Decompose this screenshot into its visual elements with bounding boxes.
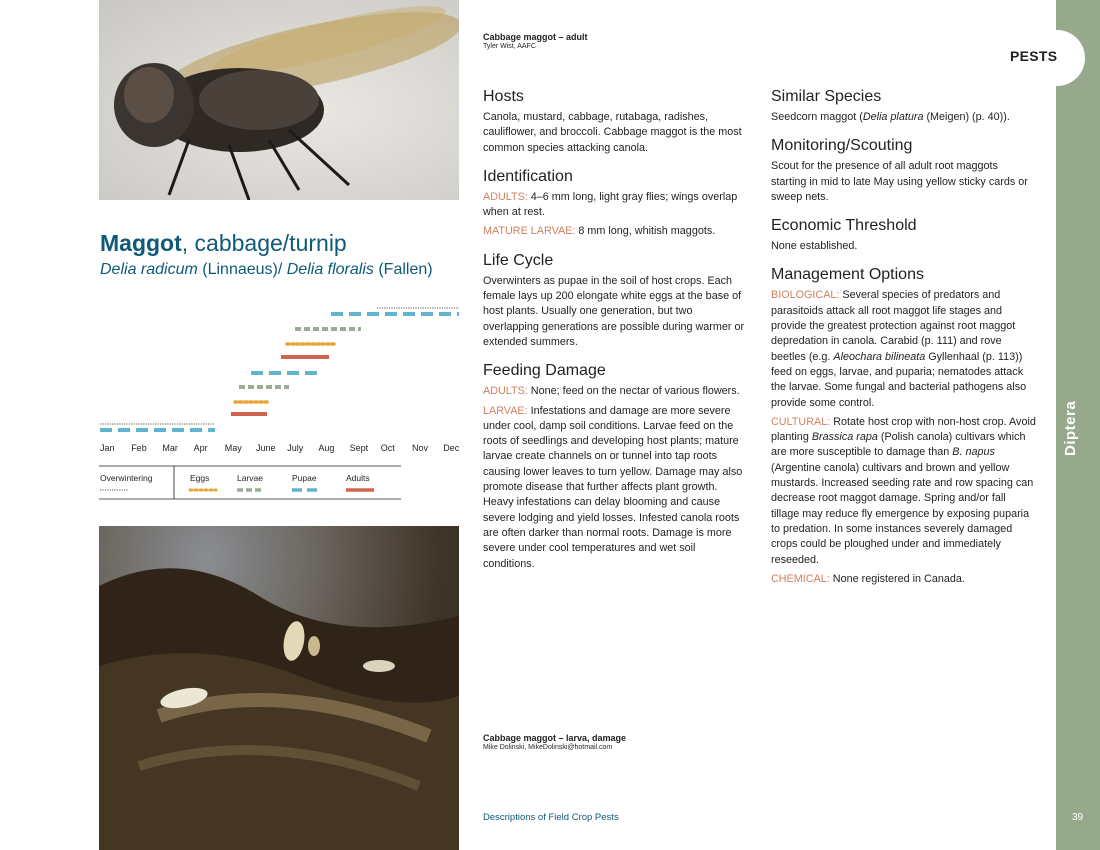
- identification-larvae: MATURE LARVAE: 8 mm long, whitish maggots.: [483, 225, 716, 238]
- legend-adults-label: Adults: [346, 473, 370, 483]
- similar-section: [771, 88, 1036, 125]
- legend-larvae-label: Larvae: [237, 473, 263, 483]
- life-cycle-text: Overwinters as pupae in the soil of host crops. Each female lays up 200 elongate white eggs at the base of host plants. Usually one generation, but two overlapping generations are possible during warmer or extended summers.: [483, 274, 745, 348]
- management-chemical: CHEMICAL: None registered in Canada.: [771, 572, 965, 585]
- management-biological: BIOLOGICAL: Several species of predators and parasitoids attack all root maggot life stages and provide the greatest protection against root maggot depredation in canola. Carabid (p. 111) and rove beetles (e.g. Aleochara bilineata Gyllenhaal (p. 113)) feed on eggs, larvae, and puparia; nematodes attack the larvae. Some fungal and bacterial pathogens also provide some control.: [771, 289, 1027, 409]
- month-label: Jan: [100, 443, 115, 453]
- threshold-text: None established.: [771, 240, 858, 253]
- legend-eggs-label: Eggs: [190, 473, 210, 483]
- life-cycle-heading: Life Cycle: [483, 251, 554, 269]
- page-number: 39: [1072, 812, 1084, 823]
- hosts-text: Canola, mustard, cabbage, rutabaga, radishes, cauliflower, and broccoli. Cabbage maggot is the most common species attacking canola.: [483, 111, 742, 154]
- similar-text: Seedcorn maggot (Delia platura (Meigen) (p. 40)).: [771, 111, 1010, 123]
- right-text-column: [771, 88, 1036, 599]
- month-label: May: [224, 443, 242, 453]
- threshold-heading: Economic Threshold: [771, 217, 917, 235]
- larva-illustration: [99, 526, 459, 850]
- monitoring-text: Scout for the presence of all adult root maggots starting in mid to late May using yellow sticky cards or sweep nets.: [771, 160, 1028, 203]
- management-section: [771, 266, 1036, 587]
- feeding-adults: ADULTS: None; feed on the nectar of various flowers.: [483, 385, 740, 398]
- month-label: Feb: [131, 443, 147, 453]
- section-label: PESTS: [1010, 48, 1058, 64]
- lifecycle-chart: [99, 290, 461, 505]
- hosts-heading: Hosts: [483, 88, 524, 105]
- month-label: Dec: [443, 443, 460, 453]
- identification-heading: Identification: [483, 167, 573, 185]
- month-label: Mar: [162, 443, 178, 453]
- species-title: Maggot, cabbage/turnip: [100, 230, 347, 256]
- month-label: Aug: [318, 443, 335, 453]
- fly-illustration: [99, 0, 459, 200]
- bottom-photo-credit: Mike Dolinski, MikeDolinski@hotmail.com: [483, 744, 613, 751]
- top-photo-credit: Tyler Wist, AAFC: [483, 43, 536, 50]
- month-label: Nov: [412, 443, 429, 453]
- life-cycle-section: [483, 252, 748, 350]
- feeding-heading: Feeding Damage: [483, 362, 606, 380]
- month-label: Oct: [380, 443, 395, 453]
- threshold-section: [771, 217, 1036, 254]
- identification-adults: ADULTS: 4–6 mm long, light gray flies; wings overlap when at rest.: [483, 190, 738, 219]
- month-label: June: [256, 443, 276, 453]
- identification-section: [483, 168, 748, 240]
- management-cultural: CULTURAL: Rotate host crop with non-host crop. Avoid planting Brassica rapa (Polish canola) cultivars which are more susceptible to damage than B. napus (Argentine canola) cultivars and brown and yellow mustards. Increased seeding rate and row spacing can decrease root maggot damage. Spring and/or fall tillage may reduce fly emergence by exposing puparia to predation. In some instances severely damaged crops could be ploughed under and immediately reseeded.: [771, 415, 1036, 566]
- management-heading: Management Options: [771, 266, 924, 284]
- scientific-name: Delia radicum (Linnaeus)/ Delia floralis (Fallen): [100, 261, 433, 278]
- footer-title: Descriptions of Field Crop Pests: [483, 812, 619, 823]
- feeding-larvae: LARVAE: Infestations and damage are more severe under cool, damp soil conditions. Larvae feed on the roots of seedlings and developing host plants; mature larvae create channels on or tunnel into tap roots causing lower leaves to turn yellow. Damage may also promote disease that further affects plant growth. Heavy infestations can delay blooming and cause severe lodging and yield losses. Infested canola roots are often darker than normal roots. Damage is more severe under cool temperatures and wet soil conditions.: [483, 404, 743, 570]
- adult-fly-photo: [99, 0, 459, 200]
- month-label: Apr: [193, 443, 208, 453]
- larva-damage-photo: [99, 526, 459, 850]
- monitoring-heading: Monitoring/Scouting: [771, 137, 913, 155]
- top-photo-caption: Cabbage maggot – adult: [483, 32, 588, 42]
- left-text-column: [483, 88, 748, 584]
- similar-heading: Similar Species: [771, 88, 882, 105]
- legend-overwintering-label: Overwintering: [100, 473, 153, 483]
- monitoring-section: [771, 137, 1036, 205]
- month-label: Sept: [349, 443, 369, 453]
- feeding-section: [483, 362, 748, 572]
- bottom-photo-caption: Cabbage maggot – larva, damage: [483, 733, 627, 743]
- month-label: July: [287, 443, 304, 453]
- hosts-section: [483, 88, 748, 156]
- order-label: Diptera: [1062, 400, 1079, 456]
- legend-pupae-label: Pupae: [292, 473, 317, 483]
